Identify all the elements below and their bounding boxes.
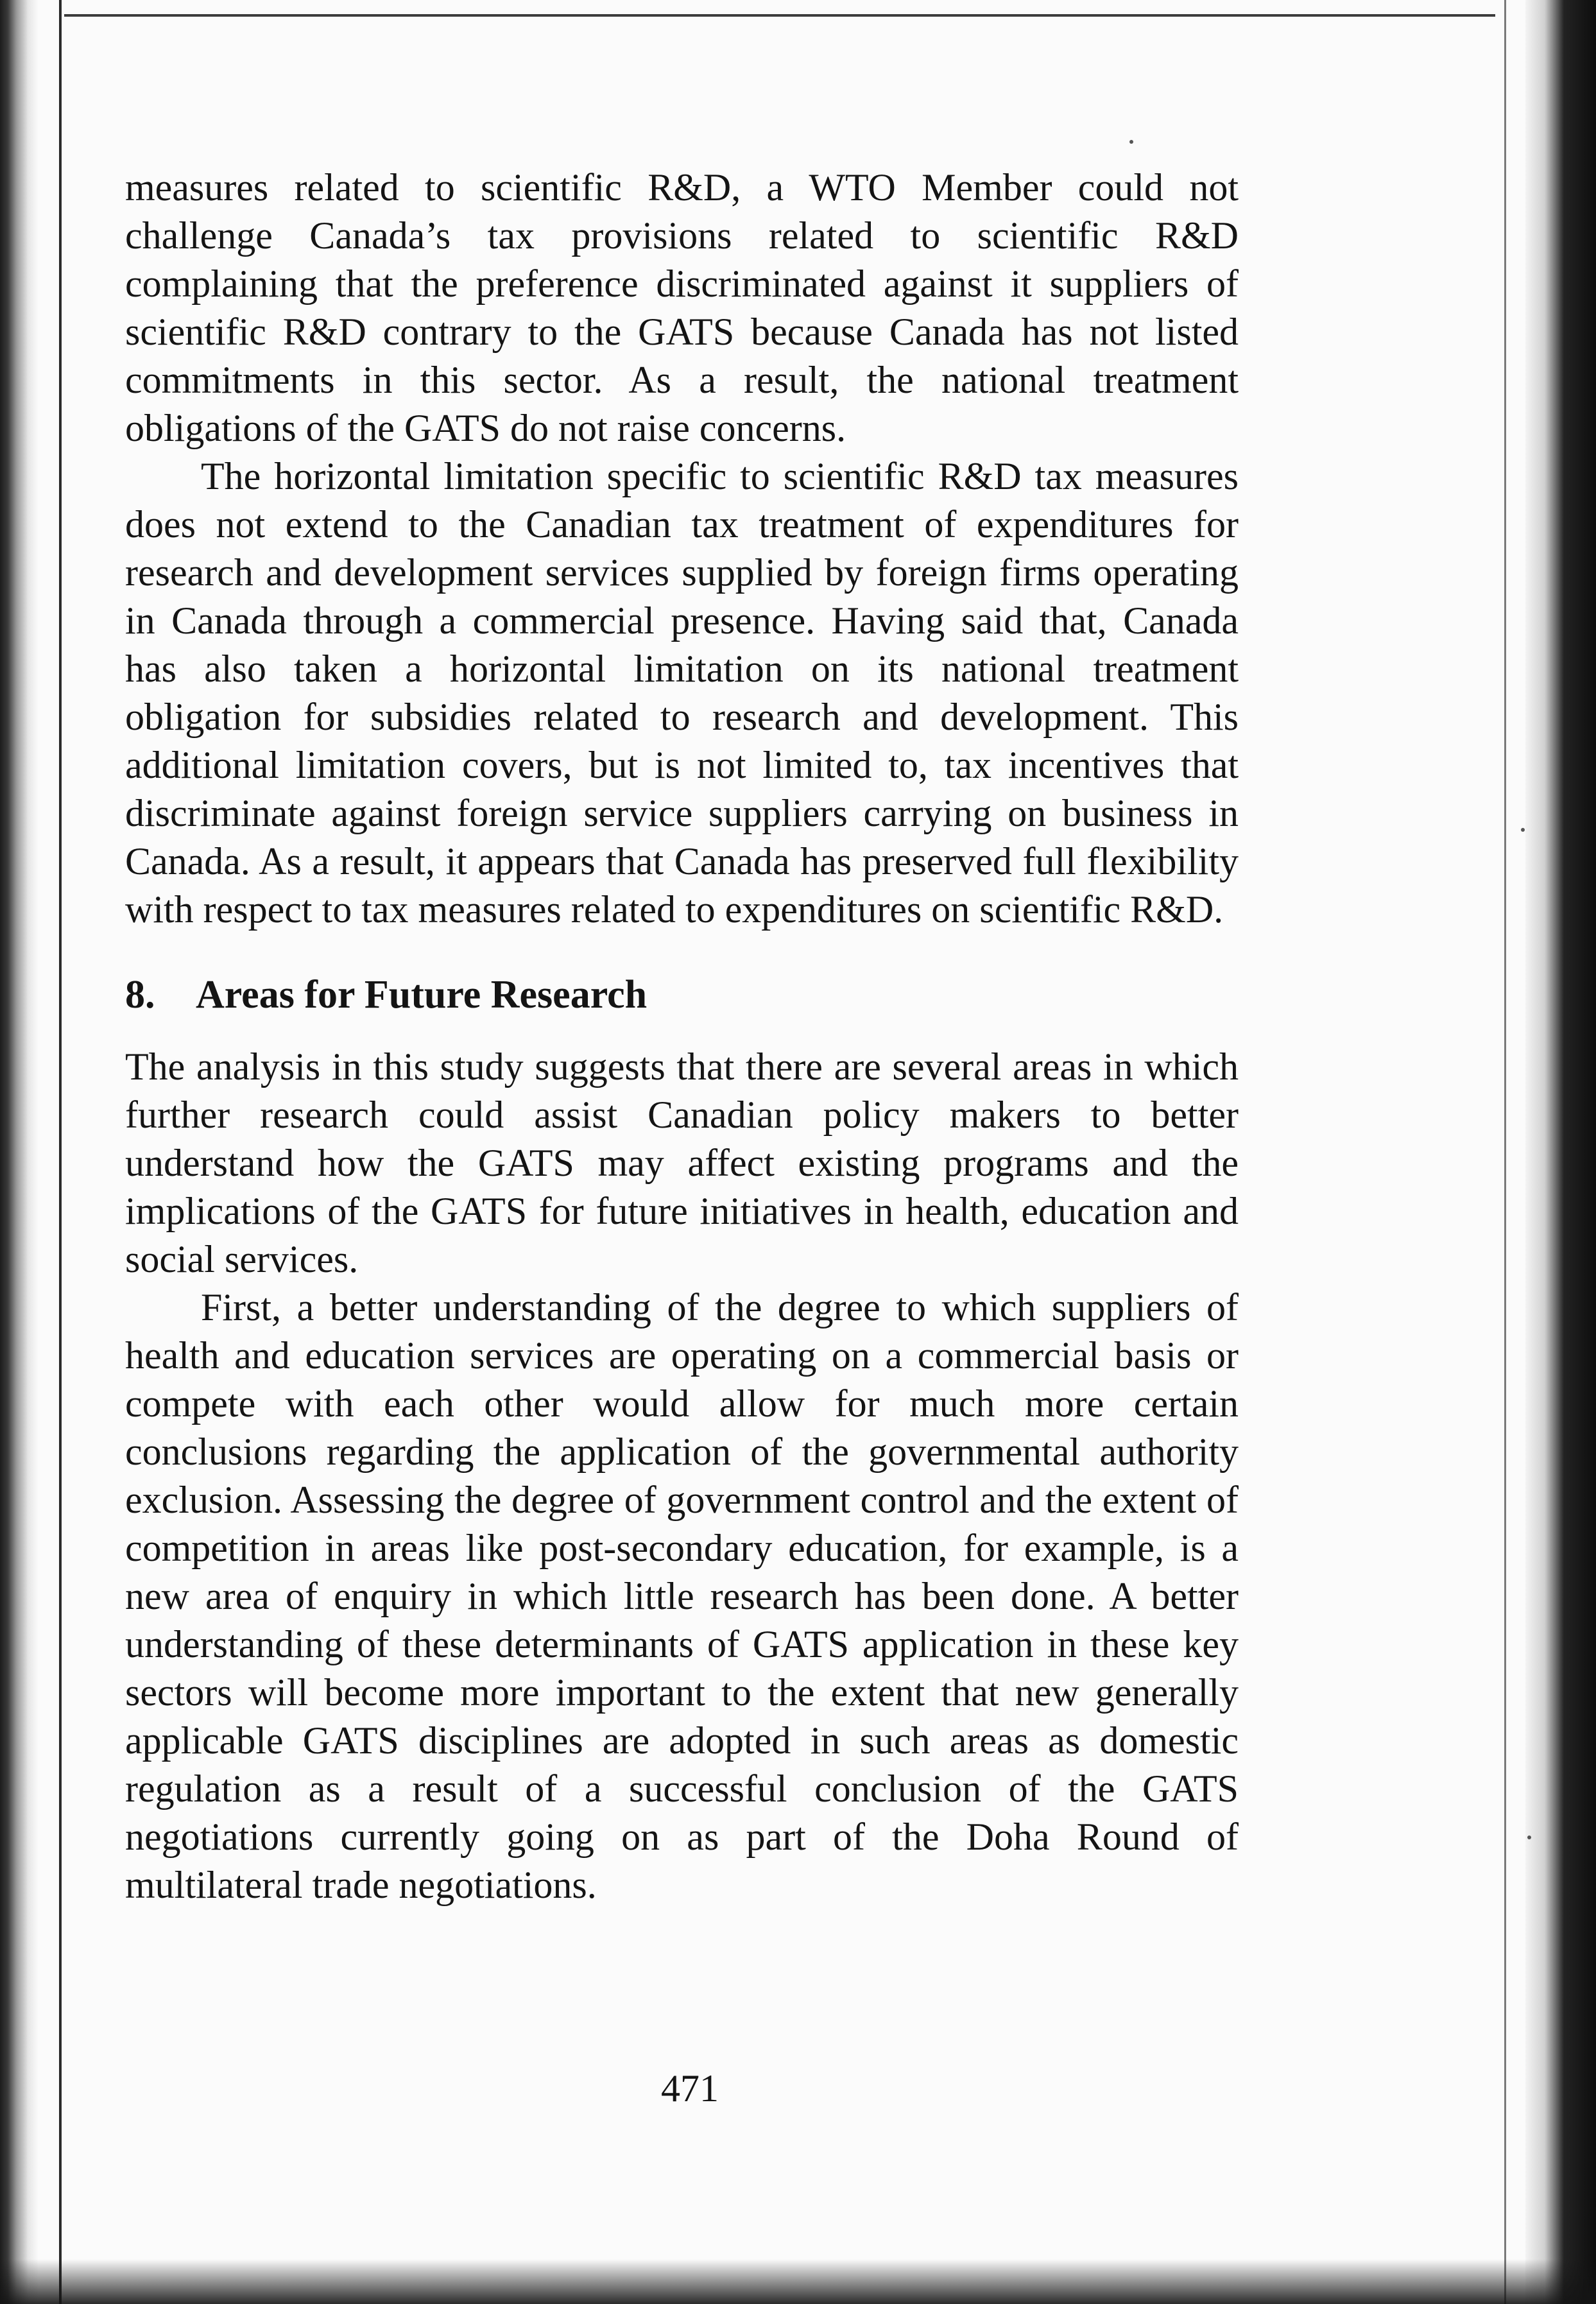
binding-edge-line <box>59 0 62 2304</box>
section-title: Areas for Future Research <box>196 973 648 1017</box>
book-spine-shadow <box>0 0 39 2304</box>
page-number: 471 <box>661 2067 719 2110</box>
right-edge-line <box>1504 0 1506 2304</box>
scan-speck <box>1129 140 1133 144</box>
section-number: 8. <box>125 973 155 1017</box>
scan-speck <box>1527 1835 1531 1839</box>
bottom-edge-shadow <box>0 2259 1596 2304</box>
document-body <box>125 164 1239 1909</box>
body-paragraph: First, a better understanding of the degree to which suppliers of health and education services are operating on a commercial basis or compete with each other would allow for much more certain conclusions regarding the application of the governmental authority exclusion. Assessing the degree of government control and the extent of competition in areas like post-secondary education, for example, is a new area of enquiry in which little research has been done. A better understanding of these determinants of GATS application in these key sectors will become more important to the extent that new generally applicable GATS disciplines are adopted in such areas as domestic regulation as a result of a successful conclusion of the GATS negotiations currently going on as part of the Doha Round of multilateral trade negotiations. <box>125 1286 1239 1906</box>
body-paragraph: measures related to scientific R&D, a WTO Member could not challenge Canada’s tax provisions related to scientific R&D complaining that the preference discriminated against it suppliers of scientific R&D contrary to the GATS because Canada has not listed commitments in this sector. As a result, the national treatment obligations of the GATS do not raise concerns. <box>125 166 1239 449</box>
scan-speck <box>1521 828 1525 832</box>
body-paragraph: The analysis in this study suggests that there are several areas in which further research could assist Canadian policy makers to better understand how the GATS may affect existing programs and the implications of the GATS for future initiatives in health, education and social services. <box>125 1045 1239 1280</box>
top-edge-line <box>64 14 1495 17</box>
right-edge-shadow <box>1525 0 1596 2304</box>
body-paragraph: The horizontal limitation specific to scientific R&D tax measures does not extend to the Canadian tax treatment of expenditures for research and development services supplied by foreign firms operating in Canada through a commercial presence. Having said that, Canada has also taken a horizontal limitation on its national treatment obligation for subsidies related to research and development. This additional limitation covers, but is not limited to, tax incentives that discriminate against foreign service suppliers carrying on business in Canada. As a result, it appears that Canada has preserved full flexibility with respect to tax measures related to expenditures on scientific R&D. <box>125 455 1239 931</box>
section-heading <box>125 969 1239 1020</box>
